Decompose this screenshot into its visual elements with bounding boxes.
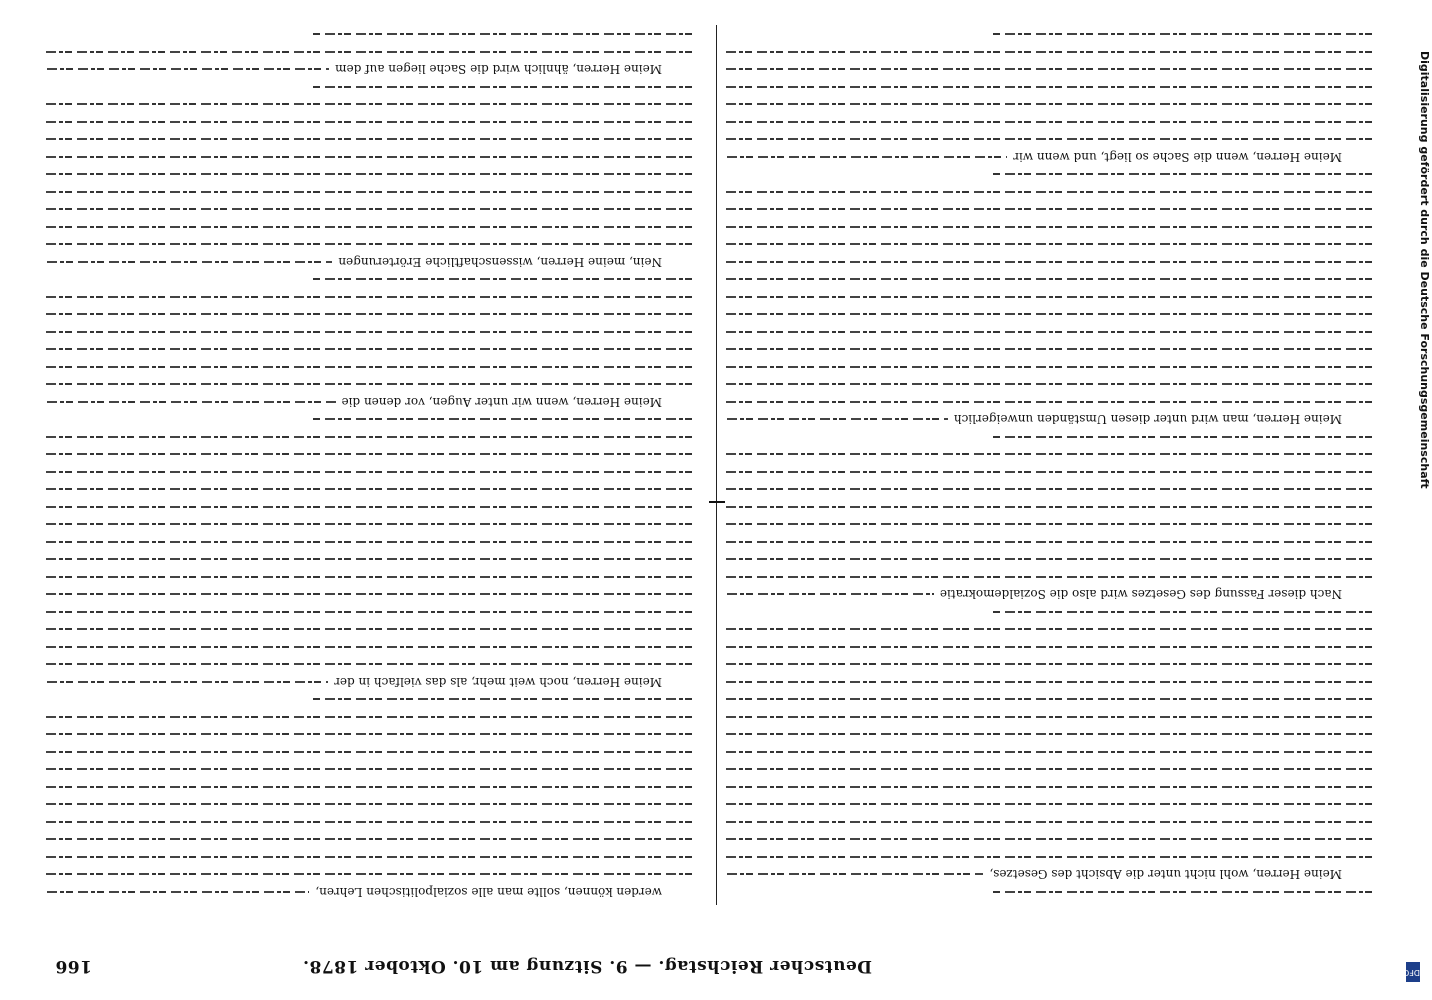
text-line	[312, 279, 692, 281]
dfg-logo: DFG	[1406, 962, 1420, 982]
page-title: Deutscher Reichstag. — 9. Sitzung am 10. Oktober 1878.	[302, 956, 872, 976]
text-line	[722, 489, 1372, 491]
text-line	[722, 104, 1372, 106]
text-line	[722, 804, 1372, 806]
paragraph-opening: Meine Herren, man wird unter diesen Umständen unweigerlich	[948, 414, 1342, 426]
text-line	[722, 51, 1372, 53]
text-line	[42, 664, 692, 666]
text-line	[42, 839, 692, 841]
text-line	[42, 209, 692, 211]
text-line	[992, 436, 1372, 438]
text-line	[722, 296, 1372, 298]
text-line	[42, 856, 692, 858]
text-line	[722, 366, 1372, 368]
text-line	[722, 454, 1372, 456]
text-line	[42, 804, 692, 806]
text-line	[722, 716, 1372, 718]
text-line	[992, 174, 1372, 176]
text-line	[42, 384, 692, 386]
text-line	[722, 734, 1372, 736]
paragraph-opening: Meine Herren, wenn wir unter Augen, vor denen die	[336, 396, 662, 408]
text-line	[722, 209, 1372, 211]
text-line	[42, 226, 692, 228]
text-line	[42, 559, 692, 561]
text-line	[722, 261, 1372, 263]
paragraph-opening: Nach dieser Fassung des Gesetzes wird also die Sozialdemokratie	[934, 589, 1342, 601]
text-line	[312, 34, 692, 36]
text-line	[722, 524, 1372, 526]
paragraph-opening: Nein, meine Herren, wissenschaftliche Erörterungen	[332, 256, 662, 268]
text-line	[42, 121, 692, 123]
text-line	[42, 366, 692, 368]
text-column-right	[42, 20, 692, 900]
text-line	[722, 629, 1372, 631]
text-line	[722, 244, 1372, 246]
text-line	[722, 541, 1372, 543]
text-line	[42, 156, 692, 158]
text-line	[312, 86, 692, 88]
digitization-imprint: Digitalisierung gefördert durch die Deutsche Forschungsgemeinschaft	[1418, 51, 1431, 489]
text-line	[722, 121, 1372, 123]
text-line	[42, 576, 692, 578]
text-line	[42, 349, 692, 351]
text-line	[42, 751, 692, 753]
paragraph-opening: werden können, sollte man alle sozialpolitischen Lehren,	[309, 886, 662, 898]
text-line	[42, 541, 692, 543]
text-line	[722, 471, 1372, 473]
page-number: 166	[55, 956, 92, 976]
text-line	[42, 191, 692, 193]
text-line	[722, 839, 1372, 841]
text-line	[722, 401, 1372, 403]
text-line	[42, 174, 692, 176]
text-line	[722, 664, 1372, 666]
paragraph-opening: Meine Herren, noch weit mehr, als das vielfach in der	[328, 676, 662, 688]
page-header	[0, 930, 1432, 1000]
text-line	[992, 611, 1372, 613]
text-line	[42, 296, 692, 298]
text-line	[722, 699, 1372, 701]
text-line	[42, 454, 692, 456]
text-line	[42, 594, 692, 596]
text-line	[42, 244, 692, 246]
text-line	[42, 734, 692, 736]
text-line	[42, 489, 692, 491]
text-line	[722, 821, 1372, 823]
text-line	[722, 191, 1372, 193]
text-line	[42, 786, 692, 788]
text-line	[312, 419, 692, 421]
text-line	[42, 506, 692, 508]
text-line	[722, 384, 1372, 386]
text-line	[312, 699, 692, 701]
text-line	[42, 139, 692, 141]
text-line	[42, 611, 692, 613]
text-line	[42, 629, 692, 631]
text-line	[722, 559, 1372, 561]
text-line	[722, 576, 1372, 578]
column-divider	[716, 25, 717, 905]
text-line	[42, 314, 692, 316]
text-line	[42, 524, 692, 526]
text-line	[722, 314, 1372, 316]
text-line	[722, 786, 1372, 788]
text-line	[722, 769, 1372, 771]
text-line	[42, 769, 692, 771]
text-line	[722, 506, 1372, 508]
text-line	[42, 874, 692, 876]
text-line	[722, 349, 1372, 351]
text-line	[42, 821, 692, 823]
text-line	[722, 751, 1372, 753]
text-line	[992, 891, 1372, 893]
paragraph-opening: Meine Herren, ähnlich wird die Sache liegen auf dem	[329, 64, 662, 76]
text-line	[722, 331, 1372, 333]
text-line	[42, 51, 692, 53]
text-line	[992, 34, 1372, 36]
text-line	[42, 471, 692, 473]
text-line	[722, 681, 1372, 683]
text-line	[42, 716, 692, 718]
text-line	[42, 104, 692, 106]
text-column-left	[722, 20, 1372, 900]
text-line	[42, 646, 692, 648]
paragraph-opening: Meine Herren, wohl nicht unter die Absicht des Gesetzes,	[983, 869, 1342, 881]
text-line	[722, 856, 1372, 858]
text-line	[42, 436, 692, 438]
text-line	[722, 86, 1372, 88]
text-line	[722, 69, 1372, 71]
paragraph-opening: Meine Herren, wenn die Sache so liegt, und wenn wir	[1007, 151, 1342, 163]
text-line	[42, 331, 692, 333]
text-line	[722, 646, 1372, 648]
text-line	[722, 139, 1372, 141]
text-line	[722, 279, 1372, 281]
text-line	[722, 226, 1372, 228]
